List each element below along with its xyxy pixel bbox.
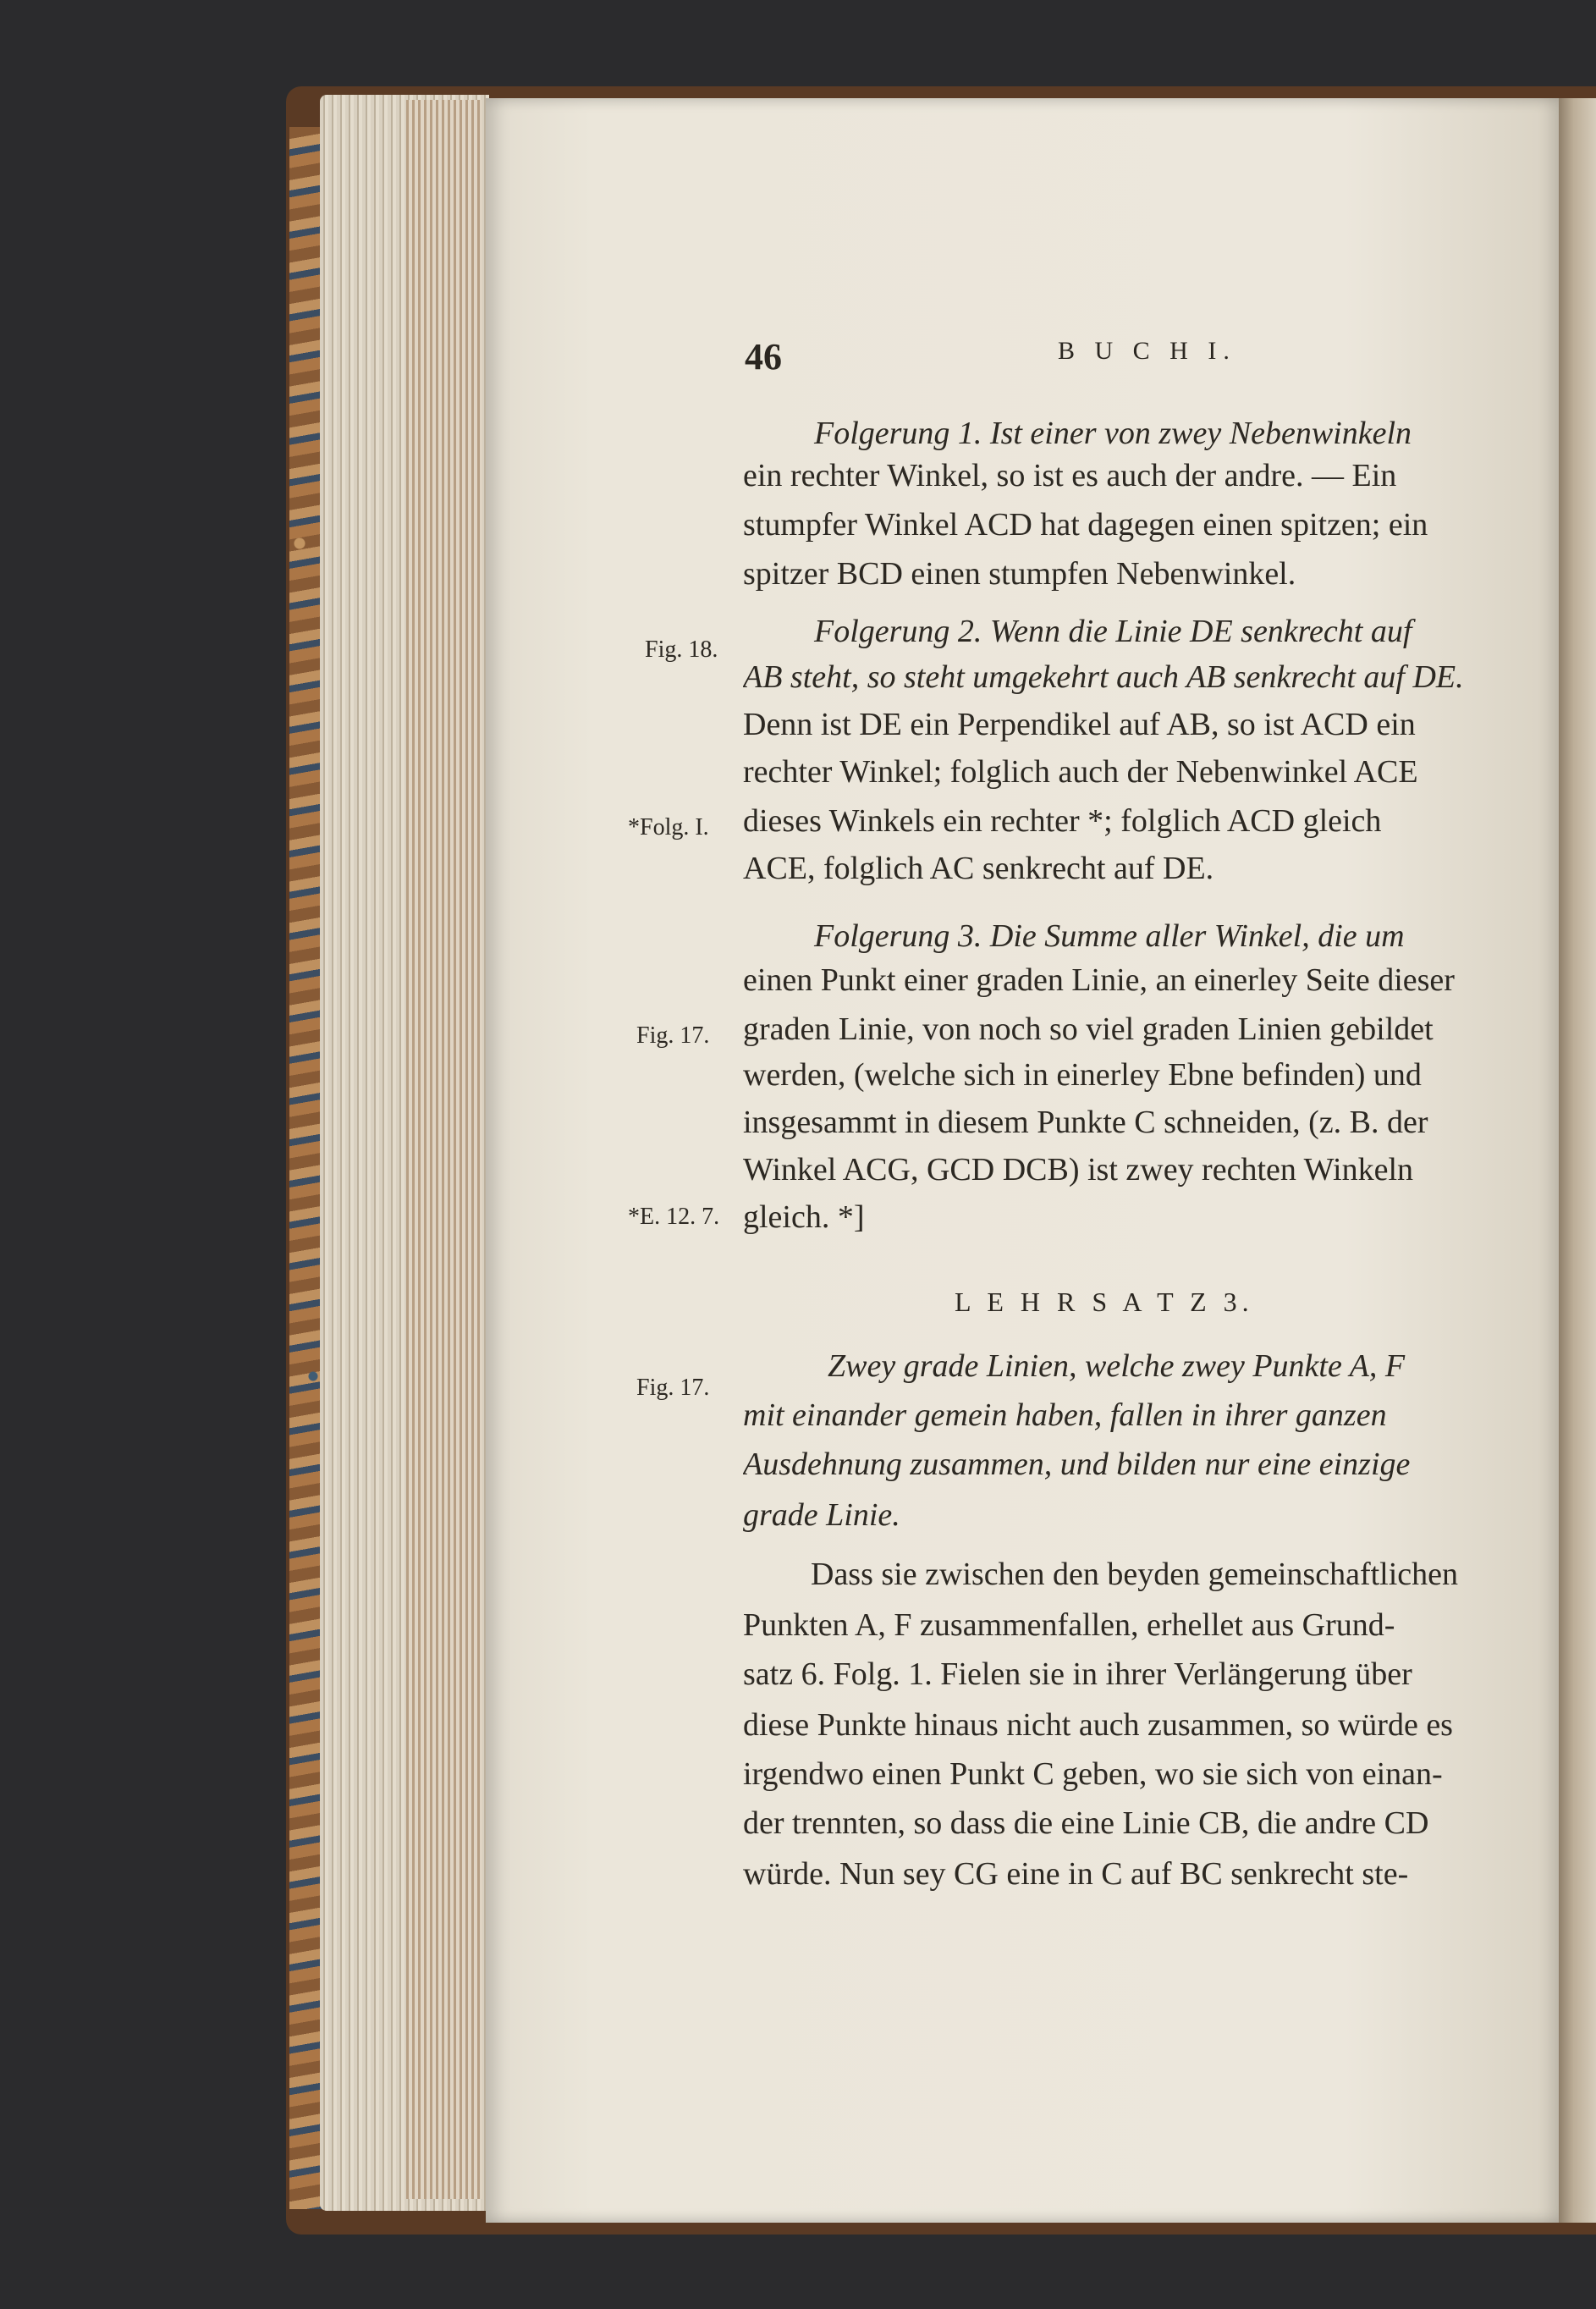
- proof-line-7: würde. Nun sey CG eine in C auf BC senkrecht ste-: [743, 1856, 1409, 1892]
- folg3-line-3: graden Linie, von noch so viel graden Linien gebildet: [743, 1011, 1434, 1047]
- margin-note-fig17: Fig. 17.: [636, 1022, 710, 1049]
- folg2-line-5: dieses Winkels ein rechter *; folglich ACD gleich: [743, 803, 1382, 839]
- lehrsatz-line-1: Zwey grade Linien, welche zwey Punkte A, F: [828, 1348, 1406, 1384]
- proof-line-3: satz 6. Folg. 1. Fielen sie in ihrer Verlängerung über: [743, 1656, 1412, 1692]
- marbled-cover-edge: [289, 127, 323, 2209]
- folg1-line-1: Folgerung 1. Ist einer von zwey Nebenwinkeln: [814, 416, 1412, 451]
- folg2-line-4: rechter Winkel; folglich auch der Nebenwinkel ACE: [743, 754, 1418, 790]
- page-edges-inner: [406, 100, 482, 2199]
- margin-note-fig17b: Fig. 17.: [636, 1375, 710, 1401]
- folg3-line-5: insgesammt in diesem Punkte C schneiden, (z. B. der: [743, 1105, 1428, 1140]
- folg2-line-3: Denn ist DE ein Perpendikel auf AB, so ist ACD ein: [743, 707, 1416, 742]
- folg2-line-2: AB steht, so steht umgekehrt auch AB senkrecht auf DE.: [743, 659, 1464, 695]
- folg1-line-2: ein rechter Winkel, so ist es auch der andre. — Ein: [743, 458, 1397, 493]
- proof-line-5: irgendwo einen Punkt C geben, wo sie sich von einan-: [743, 1756, 1443, 1792]
- folg3-line-1: Folgerung 3. Die Summe aller Winkel, die um: [814, 918, 1405, 954]
- page-number: 46: [745, 336, 782, 377]
- folg2-line-1: Folgerung 2. Wenn die Linie DE senkrecht auf: [814, 614, 1412, 649]
- margin-note-e12: *E. 12. 7.: [628, 1204, 720, 1230]
- folg3-line-6: Winkel ACG, GCD DCB) ist zwey rechten Winkeln: [743, 1152, 1414, 1188]
- margin-note-fig18: Fig. 18.: [645, 636, 718, 663]
- lehrsatz-line-3: Ausdehnung zusammen, und bilden nur eine einzige: [743, 1447, 1411, 1482]
- proof-line-6: der trennten, so dass die eine Linie CB, die andre CD: [743, 1805, 1429, 1841]
- running-title: B U C H I.: [1058, 337, 1236, 365]
- proof-line-4: diese Punkte hinaus nicht auch zusammen, so würde es: [743, 1707, 1453, 1743]
- margin-note-folg1: *Folg. I.: [628, 814, 709, 840]
- folg1-line-3: stumpfer Winkel ACD hat dagegen einen spitzen; ein: [743, 507, 1428, 543]
- lehrsatz-line-2: mit einander gemein haben, fallen in ihrer ganzen: [743, 1397, 1387, 1433]
- proof-line-2: Punkten A, F zusammenfallen, erhellet aus Grund-: [743, 1607, 1395, 1643]
- folg1-line-4: spitzer BCD einen stumpfen Nebenwinkel.: [743, 556, 1296, 592]
- folg3-line-2: einen Punkt einer graden Linie, an einerley Seite dieser: [743, 962, 1455, 998]
- folg2-line-6: ACE, folglich AC senkrecht auf DE.: [743, 851, 1214, 886]
- folg3-line-7: gleich. *]: [743, 1199, 865, 1235]
- folg3-line-4: werden, (welche sich in einerley Ebne befinden) und: [743, 1057, 1422, 1093]
- lehrsatz-line-4: grade Linie.: [743, 1497, 900, 1533]
- proof-line-1: Dass sie zwischen den beyden gemeinschaftlichen: [811, 1557, 1459, 1592]
- lehrsatz-heading: L E H R S A T Z 3.: [955, 1287, 1254, 1317]
